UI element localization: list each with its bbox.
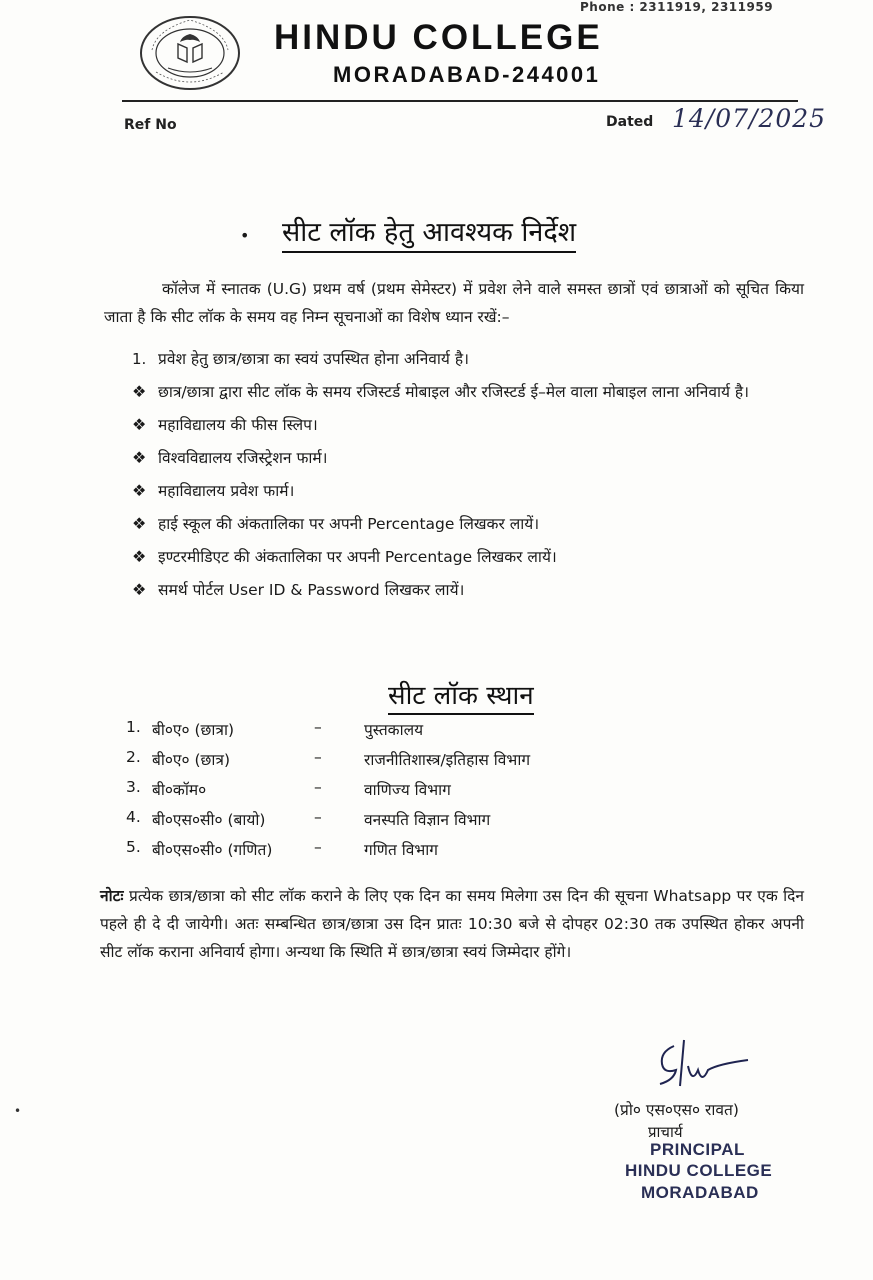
diamond-bullet-icon: ❖ — [132, 415, 147, 434]
row-number: 1. — [126, 718, 141, 736]
list-item-text: समर्थ पोर्टल User ID & Password लिखकर लायें। — [158, 581, 465, 599]
dash-separator: – — [314, 808, 322, 826]
signer-name: (प्रो० एस०एस० रावत) — [614, 1101, 739, 1119]
list-item-text: प्रवेश हेतु छात्र/छात्रा का स्वयं उपस्थित होना अनिवार्य है। — [158, 350, 469, 368]
notice-heading: सीट लॉक हेतु आवश्यक निर्देश — [282, 212, 576, 253]
list-item — [104, 511, 804, 537]
diamond-bullet-icon: ❖ — [132, 580, 147, 599]
requirements-list — [104, 346, 804, 610]
location-name: पुस्तकालय — [364, 721, 424, 739]
diamond-bullet-icon: ❖ — [132, 514, 147, 533]
phone-numbers: Phone : 2311919, 2311959 — [580, 0, 774, 14]
college-name: HINDU COLLEGE — [274, 18, 603, 57]
list-item — [104, 544, 804, 570]
list-item — [104, 412, 804, 438]
note-text: प्रत्येक छात्र/छात्रा को सीट लॉक कराने के लिए एक दिन का समय मिलेगा उस दिन की सूचना Whatsapp पर एक दिन पहले ही दे दी जायेगी। अतः सम्बन्धित छात्र/छात्रा उस दिन प्रातः 10:30 बजे से दोपहर 02:30 तक उपस्थित होकर अपनी सीट लॉक कराना अनिवार्य होगा। अन्यथा कि स्थिति में छात्र/छात्रा स्वयं जिम्मेदार होंगे। — [100, 887, 804, 961]
list-item-text: महाविद्यालय प्रवेश फार्म। — [158, 482, 295, 500]
margin-mark: • — [14, 1104, 22, 1118]
post-title-stamp: PRINCIPAL — [650, 1140, 745, 1159]
diamond-bullet-icon: ❖ — [132, 481, 147, 500]
ref-label: Ref No — [124, 117, 177, 133]
course-name: बी०कॉम० — [152, 781, 207, 799]
diamond-bullet-icon: ❖ — [132, 382, 147, 401]
course-name: बी०ए० (छात्र) — [152, 751, 231, 769]
college-city: MORADABAD-244001 — [333, 62, 601, 87]
college-seal-icon — [138, 14, 242, 92]
note-paragraph — [100, 882, 804, 966]
location-name: वाणिज्य विभाग — [364, 781, 451, 799]
handwritten-date: 14/07/2025 — [672, 104, 827, 133]
note-label: नोटः — [100, 887, 124, 905]
dash-separator: – — [314, 748, 322, 766]
list-item — [104, 478, 804, 504]
list-number: 1. — [132, 350, 147, 368]
course-name: बी०एस०सी० (बायो) — [152, 811, 266, 829]
list-item-text: महाविद्यालय की फीस स्लिप। — [158, 416, 318, 434]
list-item — [104, 445, 804, 471]
course-name: बी०एस०सी० (गणित) — [152, 841, 273, 859]
dash-separator: – — [314, 838, 322, 856]
list-item — [104, 577, 804, 603]
dash-separator: – — [314, 778, 322, 796]
city-stamp: MORADABAD — [641, 1183, 759, 1202]
diamond-bullet-icon: ❖ — [132, 448, 147, 467]
principal-signature — [648, 1036, 758, 1096]
diamond-bullet-icon: ❖ — [132, 547, 147, 566]
location-name: गणित विभाग — [364, 841, 438, 859]
row-number: 5. — [126, 838, 141, 856]
list-item-text: इण्टरमीडिएट की अंकतालिका पर अपनी Percentage लिखकर लायें। — [158, 548, 557, 566]
stray-dot: • — [240, 226, 250, 245]
row-number: 3. — [126, 778, 141, 796]
row-number: 2. — [126, 748, 141, 766]
row-number: 4. — [126, 808, 141, 826]
post-title-hindi: प्राचार्य — [648, 1123, 683, 1141]
dash-separator: – — [314, 718, 322, 736]
location-name: वनस्पति विज्ञान विभाग — [364, 811, 491, 829]
institution-stamp: HINDU COLLEGE — [625, 1161, 773, 1180]
locations-heading: सीट लॉक स्थान — [388, 676, 534, 715]
intro-paragraph: कॉलेज में स्नातक (U.G) प्रथम वर्ष (प्रथम सेमेस्टर) में प्रवेश लेने वाले समस्त छात्रों एवं छात्राओं को सूचित किया जाता है कि सीट लॉक के समय वह निम्न सूचनाओं का विशेष ध्यान रखें:– — [104, 280, 804, 326]
list-item — [104, 379, 804, 405]
list-item — [104, 346, 804, 372]
location-name: राजनीतिशास्त्र/इतिहास विभाग — [364, 751, 531, 769]
dated-label: Dated — [606, 114, 654, 130]
course-name: बी०ए० (छात्रा) — [152, 721, 235, 739]
list-item-text: विश्वविद्यालय रजिस्ट्रेशन फार्म। — [158, 449, 328, 467]
list-item-text: छात्र/छात्रा द्वारा सीट लॉक के समय रजिस्टर्ड मोबाइल और रजिस्टर्ड ई–मेल वाला मोबाइल लाना अनिवार्य है। — [158, 383, 750, 401]
letterhead-divider — [122, 100, 798, 102]
list-item-text: हाई स्कूल की अंकतालिका पर अपनी Percentage लिखकर लायें। — [158, 515, 540, 533]
